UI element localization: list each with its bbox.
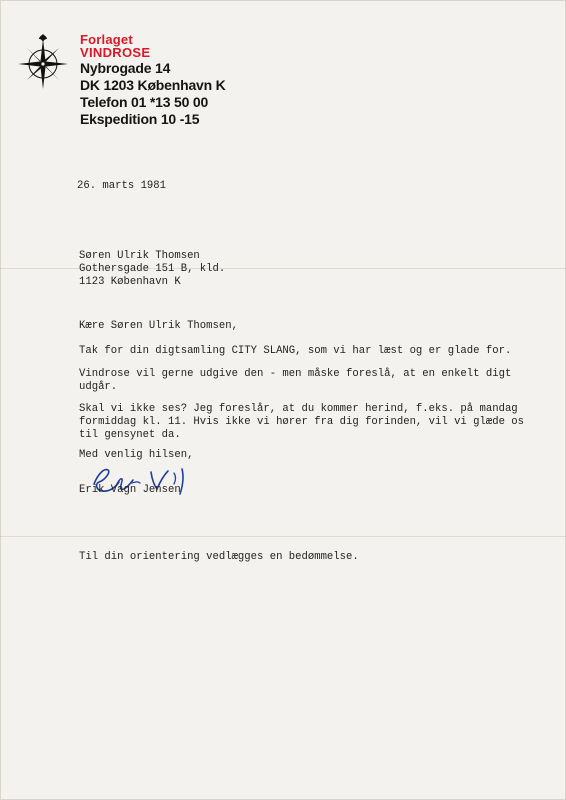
- publisher-phone: Telefon 01 *13 50 00: [80, 94, 209, 110]
- recipient-street: Gothersgade 151 B, kld.: [79, 263, 226, 275]
- paragraph-3-line: til gensynet da.: [79, 429, 181, 441]
- compass-rose-icon: [14, 33, 70, 89]
- postscript: Til din orientering vedlægges en bedømmelse.: [79, 551, 359, 563]
- letterhead-text: [80, 33, 320, 127]
- recipient-city: 1123 København K: [79, 276, 181, 288]
- publisher-city: DK 1203 København K: [80, 77, 226, 93]
- closing: Med venlig hilsen,: [79, 449, 194, 461]
- salutation: Kære Søren Ulrik Thomsen,: [79, 320, 238, 332]
- paragraph-2-line: udgår.: [79, 381, 118, 393]
- paragraph-3-line: formiddag kl. 11. Hvis ikke vi hører fra dig forinden, vil vi glæde os: [79, 416, 525, 428]
- paragraph-3-line: Skal vi ikke ses? Jeg foreslår, at du kommer herind, f.eks. på mandag: [79, 403, 518, 415]
- recipient-name: Søren Ulrik Thomsen: [79, 250, 200, 262]
- publisher-opening-hours: Ekspedition 10 -15: [80, 111, 200, 127]
- paragraph-2-line: Vindrose vil gerne udgive den - men måske foreslå, at en enkelt digt: [79, 368, 512, 380]
- publisher-name: VINDROSE: [80, 45, 151, 60]
- letter-date: 26. marts 1981: [77, 180, 167, 192]
- paper-fold-line: [0, 536, 566, 537]
- signer-name: Erik Vagn Jensen: [79, 484, 181, 496]
- publisher-street: Nybrogade 14: [80, 60, 171, 76]
- publisher-prefix: Forlaget: [80, 32, 133, 47]
- paragraph-1: Tak for din digtsamling CITY SLANG, som vi har læst og er glade for.: [79, 345, 512, 357]
